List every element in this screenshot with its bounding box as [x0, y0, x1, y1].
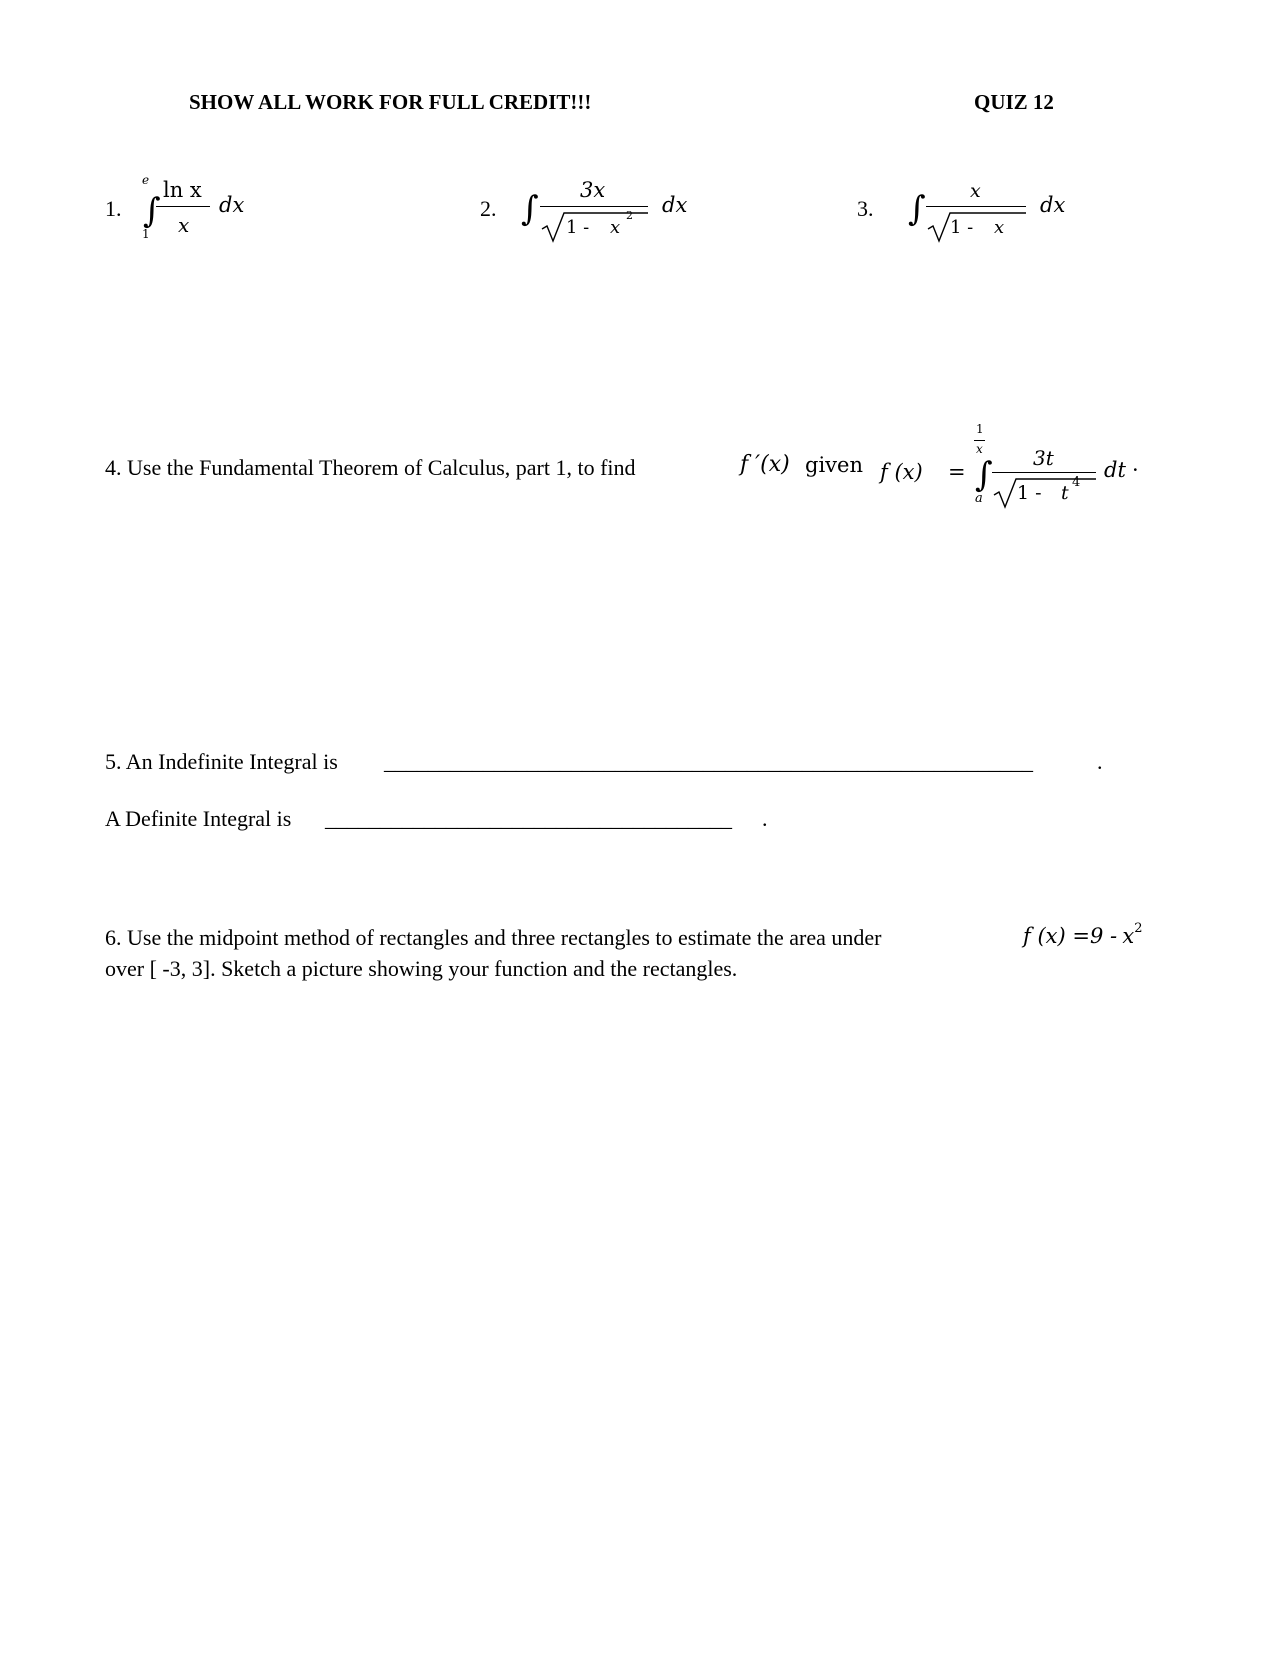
problem-4-text: 4. Use the Fundamental Theorem of Calculus, part 1, to find — [105, 455, 636, 480]
problem-5-definite-text: A Definite Integral is — [105, 806, 292, 831]
problem-3-numerator: x — [970, 180, 981, 202]
integral-sign-icon: ∫ — [521, 189, 539, 229]
square-root-icon — [540, 212, 650, 242]
problem-4-function-lhs: f (x) — [880, 460, 923, 484]
square-root-icon — [926, 212, 1030, 242]
problem-2-fraction-bar — [540, 206, 648, 207]
problem-4-upper-limit-numerator: 1 — [976, 422, 984, 436]
definite-integral-answer-blank[interactable]: _____________________________________ — [325, 806, 732, 831]
problem-2-numerator: 3x — [580, 178, 606, 202]
problem-3-differential: dx — [1040, 193, 1066, 217]
problem-6-line-1: 6. Use the midpoint method of rectangles and three rectangles to estimate the area under — [105, 925, 882, 950]
problem-4-upper-limit-bar — [974, 440, 985, 441]
problem-1-differential: dx — [219, 193, 245, 217]
problem-5-indefinite-period: . — [1097, 749, 1103, 774]
problem-4-differential: dt — [1104, 458, 1126, 482]
problem-3-fraction-bar — [926, 206, 1026, 207]
quiz-number-label: QUIZ 12 — [974, 90, 1054, 114]
problem-2-number: 2. — [480, 196, 497, 221]
problem-4-lower-limit: a — [975, 491, 983, 506]
problem-1-numerator: ln x — [163, 178, 202, 202]
problem-4-given: given — [805, 453, 863, 477]
problem-5-indefinite-text: 5. An Indefinite Integral is — [105, 749, 338, 774]
problem-4-numerator: 3t — [1033, 446, 1054, 470]
problem-4-equals: = — [948, 460, 966, 484]
problem-2-differential: dx — [662, 193, 688, 217]
problem-6-function: f $(x) =9 - x^2$ — [1023, 921, 1143, 948]
problem-1-number: 1. — [105, 196, 122, 221]
problem-2-radicand-const: 1 - — [566, 217, 590, 238]
problem-2-radicand-exponent: 2 — [626, 209, 633, 222]
problem-4-derivative: f ′(x) — [740, 452, 790, 477]
problem-3-radicand-var: x — [994, 217, 1005, 238]
problem-4-fraction-bar — [992, 472, 1096, 473]
problem-3-number: 3. — [857, 196, 874, 221]
problem-4-radicand-exponent: 4 — [1072, 475, 1081, 490]
indefinite-integral-answer-blank[interactable]: ___________________________________________________________ — [384, 749, 1033, 774]
problem-4-radicand-var: t — [1061, 482, 1069, 504]
problem-4-period: · — [1132, 458, 1139, 482]
problem-4-upper-limit-denominator: x — [976, 442, 983, 456]
problem-5-definite-period: . — [762, 806, 768, 831]
integral-sign-icon: ∫ — [975, 455, 993, 495]
problem-3-radicand-const: 1 - — [950, 217, 974, 238]
problem-1-fraction-bar — [156, 206, 210, 207]
problem-6-line-2: over [ -3, 3]. Sketch a picture showing your function and the rectangles. — [105, 956, 738, 981]
instructions-heading: SHOW ALL WORK FOR FULL CREDIT!!! — [189, 90, 592, 114]
problem-1-lower-limit: 1 — [142, 227, 150, 241]
problem-1-denominator: x — [178, 213, 190, 237]
integral-sign-icon: ∫ — [908, 189, 926, 229]
problem-1-upper-limit: e — [142, 173, 150, 187]
square-root-icon — [992, 478, 1098, 508]
integral-sign-icon: ∫ — [143, 191, 161, 231]
problem-4-radicand-const: 1 - — [1017, 482, 1042, 504]
problem-2-radicand-var: x — [610, 217, 621, 238]
